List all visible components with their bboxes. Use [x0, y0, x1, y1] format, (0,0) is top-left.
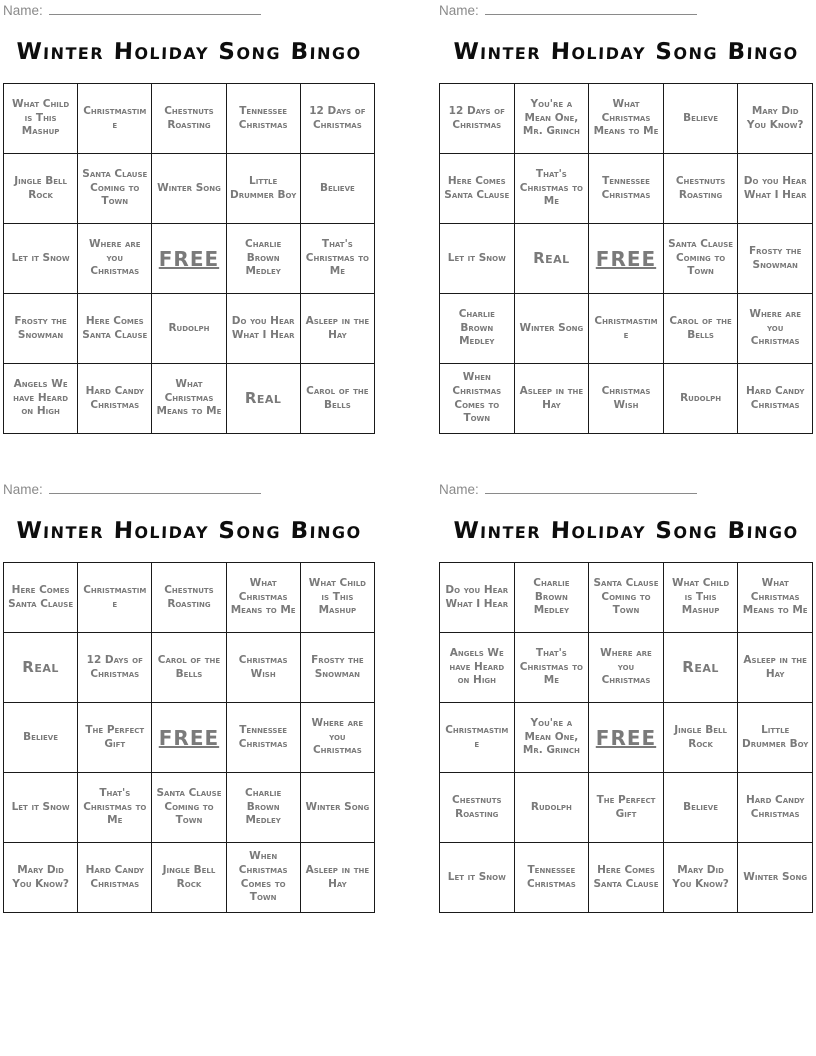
bingo-cell: Let it Snow	[440, 224, 515, 294]
bingo-cell: Chestnuts Roasting	[152, 563, 226, 633]
free-cell: FREE	[152, 703, 226, 773]
bingo-row	[4, 633, 375, 703]
bingo-cell: What Christmas Means to Me	[226, 563, 300, 633]
name-label: Name:	[439, 3, 479, 18]
bingo-cell: Angels We have Heard on High	[440, 633, 515, 703]
name-label: Name:	[439, 482, 479, 497]
bingo-row	[4, 84, 375, 154]
bingo-cell: Charlie Brown Medley	[226, 773, 300, 843]
bingo-cell: Real	[514, 224, 589, 294]
bingo-cell: Tennessee Christmas	[226, 703, 300, 773]
free-cell: FREE	[589, 703, 664, 773]
bingo-cell: 12 Days of Christmas	[440, 84, 515, 154]
name-blank-line	[485, 482, 697, 494]
name-blank-line	[49, 3, 261, 15]
name-row	[3, 482, 375, 498]
bingo-cell: Carol of the Bells	[300, 364, 374, 434]
bingo-cell: That's Christmas to Me	[78, 773, 152, 843]
bingo-cell: 12 Days of Christmas	[78, 633, 152, 703]
bingo-cell: Santa Clause Coming to Town	[663, 224, 738, 294]
bingo-card-bottom-left	[3, 482, 375, 913]
bingo-cell: Christmas Wish	[589, 364, 664, 434]
bingo-cell: Believe	[663, 84, 738, 154]
bingo-cell: What Child is This Mashup	[663, 563, 738, 633]
bingo-cell: Rudolph	[152, 294, 226, 364]
bingo-cell: Asleep in the Hay	[514, 364, 589, 434]
bingo-cell: Here Comes Santa Clause	[589, 843, 664, 913]
bingo-row	[440, 294, 813, 364]
bingo-card-bottom-right	[439, 482, 813, 913]
bingo-grid	[439, 83, 813, 434]
bingo-row	[4, 224, 375, 294]
bingo-cell: Little Drummer Boy	[226, 154, 300, 224]
bingo-row	[440, 843, 813, 913]
name-row	[3, 3, 375, 19]
bingo-cell: Tennessee Christmas	[589, 154, 664, 224]
bingo-cell: Christmastime	[78, 563, 152, 633]
bingo-row	[440, 563, 813, 633]
bingo-cell: What Christmas Means to Me	[738, 563, 813, 633]
bingo-row	[440, 633, 813, 703]
name-row	[439, 3, 813, 19]
bingo-cell: Where are you Christmas	[738, 294, 813, 364]
bingo-cell: Jingle Bell Rock	[152, 843, 226, 913]
bingo-cell: Believe	[4, 703, 78, 773]
bingo-cell: What Child is This Mashup	[300, 563, 374, 633]
bingo-cell: Believe	[300, 154, 374, 224]
name-label: Name:	[3, 482, 43, 497]
bingo-cell: Mary Did You Know?	[663, 843, 738, 913]
bingo-grid	[439, 562, 813, 913]
bingo-cell: Jingle Bell Rock	[663, 703, 738, 773]
bingo-cell: Where are you Christmas	[300, 703, 374, 773]
bingo-cell: What Christmas Means to Me	[589, 84, 664, 154]
bingo-cell: Do you Hear What I Hear	[226, 294, 300, 364]
bingo-cell: Little Drummer Boy	[738, 703, 813, 773]
bingo-cell: Believe	[663, 773, 738, 843]
bingo-cell: Where are you Christmas	[78, 224, 152, 294]
bingo-cell: Winter Song	[152, 154, 226, 224]
bingo-cell: That's Christmas to Me	[300, 224, 374, 294]
bingo-cell: Santa Clause Coming to Town	[589, 563, 664, 633]
bingo-cell: Let it Snow	[4, 773, 78, 843]
bingo-cell: Real	[663, 633, 738, 703]
bingo-cell: Carol of the Bells	[663, 294, 738, 364]
bingo-cell: Here Comes Santa Clause	[4, 563, 78, 633]
bingo-cell: Carol of the Bells	[152, 633, 226, 703]
bingo-row	[4, 843, 375, 913]
card-title: Winter Holiday Song Bingo	[452, 39, 800, 65]
bingo-cell: When Christmas Comes to Town	[226, 843, 300, 913]
bingo-cell: You're a Mean One, Mr. Grinch	[514, 84, 589, 154]
bingo-cell: Chestnuts Roasting	[663, 154, 738, 224]
bingo-cell: Christmastime	[589, 294, 664, 364]
bingo-row	[440, 84, 813, 154]
name-blank-line	[485, 3, 697, 15]
bingo-row	[440, 364, 813, 434]
bingo-cell: That's Christmas to Me	[514, 154, 589, 224]
bingo-row	[440, 773, 813, 843]
bingo-cell: Rudolph	[514, 773, 589, 843]
bingo-row	[4, 703, 375, 773]
bingo-row	[4, 773, 375, 843]
card-title: Winter Holiday Song Bingo	[15, 518, 363, 544]
bingo-cell: Winter Song	[738, 843, 813, 913]
free-cell: FREE	[589, 224, 664, 294]
card-title: Winter Holiday Song Bingo	[15, 39, 363, 65]
card-title: Winter Holiday Song Bingo	[452, 518, 800, 544]
bingo-cell: Let it Snow	[440, 843, 515, 913]
bingo-cell: Asleep in the Hay	[300, 843, 374, 913]
bingo-cell: When Christmas Comes to Town	[440, 364, 515, 434]
bingo-cell: Asleep in the Hay	[738, 633, 813, 703]
bingo-cell: Where are you Christmas	[589, 633, 664, 703]
bingo-cell: Frosty the Snowman	[4, 294, 78, 364]
free-cell: FREE	[152, 224, 226, 294]
bingo-row	[4, 563, 375, 633]
bingo-grid	[3, 562, 375, 913]
bingo-card-top-right	[439, 3, 813, 434]
bingo-cell: Frosty the Snowman	[300, 633, 374, 703]
bingo-cell: Mary Did You Know?	[4, 843, 78, 913]
bingo-cell: What Christmas Means to Me	[152, 364, 226, 434]
bingo-cell: You're a Mean One, Mr. Grinch	[514, 703, 589, 773]
bingo-cell: Christmastime	[78, 84, 152, 154]
name-blank-line	[49, 482, 261, 494]
bingo-cell: Here Comes Santa Clause	[78, 294, 152, 364]
bingo-cell: What Child is This Mashup	[4, 84, 78, 154]
bingo-row	[440, 703, 813, 773]
bingo-cell: Real	[4, 633, 78, 703]
bingo-cell: Real	[226, 364, 300, 434]
bingo-cell: The Perfect Gift	[589, 773, 664, 843]
bingo-cell: Chestnuts Roasting	[440, 773, 515, 843]
bingo-sheet	[3, 3, 815, 913]
bingo-cell: Here Comes Santa Clause	[440, 154, 515, 224]
bingo-cell: Jingle Bell Rock	[4, 154, 78, 224]
bingo-cell: Santa Clause Coming to Town	[152, 773, 226, 843]
bingo-cell: Chestnuts Roasting	[152, 84, 226, 154]
bingo-cell: Santa Clause Coming to Town	[78, 154, 152, 224]
bingo-cell: Hard Candy Christmas	[78, 364, 152, 434]
bingo-cell: Hard Candy Christmas	[738, 773, 813, 843]
bingo-cell: Christmas Wish	[226, 633, 300, 703]
bingo-row	[440, 154, 813, 224]
bingo-cell: Charlie Brown Medley	[514, 563, 589, 633]
bingo-cell: Mary Did You Know?	[738, 84, 813, 154]
name-row	[439, 482, 813, 498]
bingo-cell: That's Christmas to Me	[514, 633, 589, 703]
bingo-cell: Rudolph	[663, 364, 738, 434]
bingo-cell: Winter Song	[514, 294, 589, 364]
bingo-cell: Let it Snow	[4, 224, 78, 294]
bingo-cell: Angels We have Heard on High	[4, 364, 78, 434]
bingo-cell: Charlie Brown Medley	[440, 294, 515, 364]
bingo-row	[440, 224, 813, 294]
bingo-cell: Asleep in the Hay	[300, 294, 374, 364]
bingo-card-top-left	[3, 3, 375, 434]
name-label: Name:	[3, 3, 43, 18]
bingo-cell: Hard Candy Christmas	[738, 364, 813, 434]
bingo-cell: Christmastime	[440, 703, 515, 773]
bingo-cell: The Perfect Gift	[78, 703, 152, 773]
bingo-cell: Tennessee Christmas	[514, 843, 589, 913]
bingo-row	[4, 154, 375, 224]
bingo-cell: Do you Hear What I Hear	[440, 563, 515, 633]
bingo-row	[4, 294, 375, 364]
bingo-cell: Charlie Brown Medley	[226, 224, 300, 294]
bingo-cell: Winter Song	[300, 773, 374, 843]
bingo-grid	[3, 83, 375, 434]
bingo-cell: Frosty the Snowman	[738, 224, 813, 294]
bingo-row	[4, 364, 375, 434]
bingo-cell: 12 Days of Christmas	[300, 84, 374, 154]
bingo-cell: Tennessee Christmas	[226, 84, 300, 154]
bingo-cell: Hard Candy Christmas	[78, 843, 152, 913]
bingo-cell: Do you Hear What I Hear	[738, 154, 813, 224]
